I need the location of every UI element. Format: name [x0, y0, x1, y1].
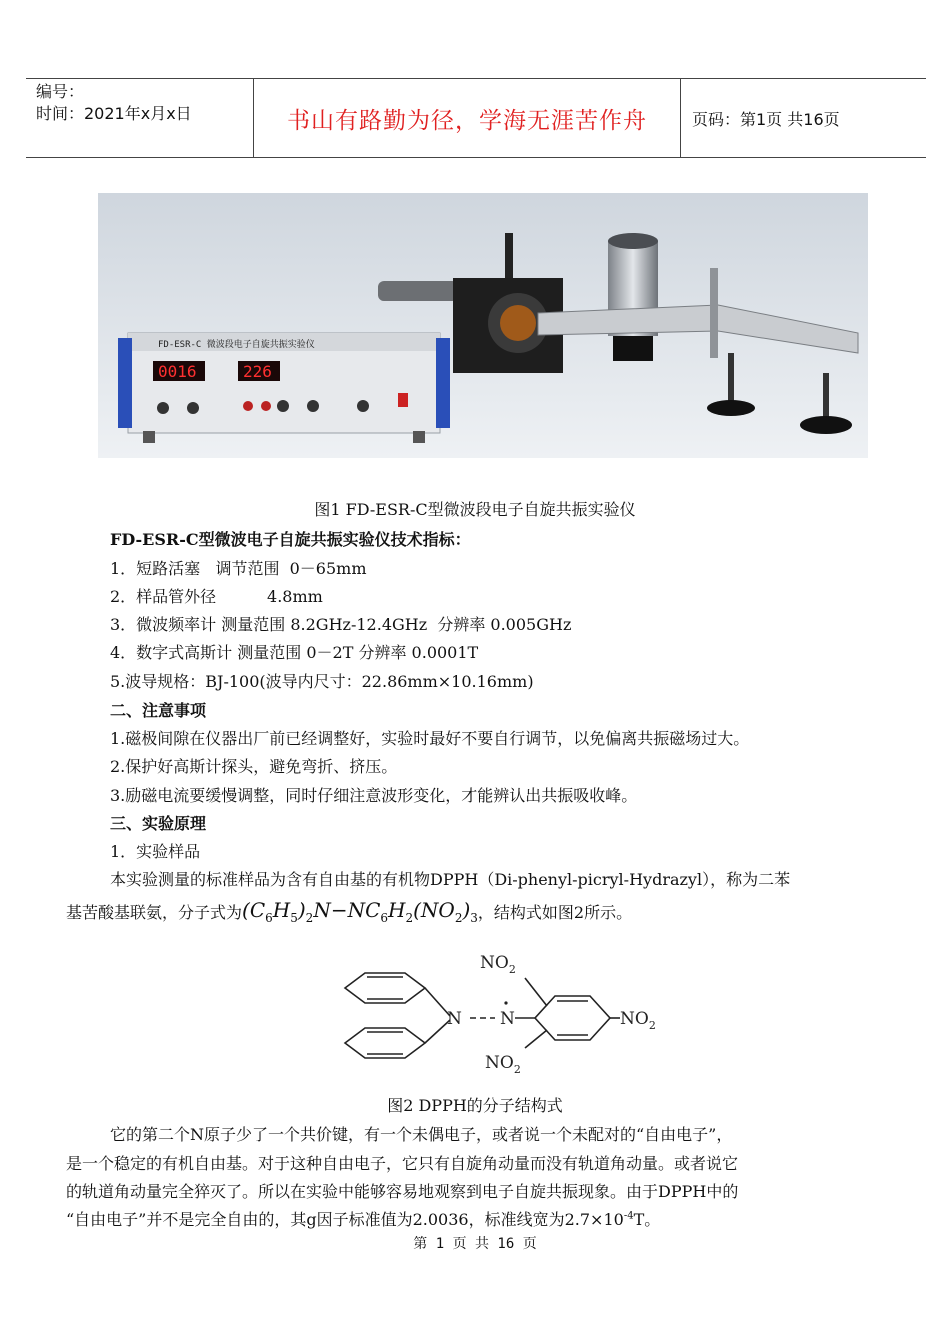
- figure1-caption: 图1 FD-ESR-C型微波段电子自旋共振实验仪: [314, 500, 636, 519]
- para2-line4-text: “自由电子”并不是完全自由的，其g因子标准值为2.0036，标准线宽为2.7×10: [66, 1210, 624, 1229]
- spec-item-4: 4．数字式高斯计 测量范围 0－2T 分辨率 0.0001T: [110, 643, 479, 662]
- note-item-3: 3.励磁电流要缓慢调整，同时仔细注意波形变化，才能辨认出共振吸收峰。: [110, 786, 638, 805]
- freq-display: 0016: [158, 362, 197, 381]
- n2-label: N: [500, 1009, 515, 1029]
- radical-dot: [504, 1001, 507, 1004]
- code-label: 编号：: [36, 82, 85, 101]
- notes-title: 二、注意事项: [110, 701, 207, 720]
- para2-line3: 的轨道角动量完全猝灭了。所以在实验中能够容易地观察到电子自旋共振现象。由于DPPH中的: [66, 1182, 739, 1201]
- time-label: 时间：2021年x月x日: [36, 104, 192, 123]
- note-item-1: 1.磁极间隙在仪器出厂前已经调整好，实验时最好不要自行调节，以免偏离共振磁场过大。: [110, 729, 750, 748]
- page-header: [26, 78, 926, 158]
- header-page-label: 页码：第1页 共16页: [692, 109, 840, 129]
- principle-title: 三、实验原理: [110, 814, 207, 833]
- dpph-formula: $(C_6H_5)_2N-NC_6H_2(NO_2)_3$: [242, 898, 478, 925]
- principle-para1-line1: 本实验测量的标准样品为含有自由基的有机物DPPH（Di-phenyl-picryl-Hydrazyl），称为二苯: [110, 870, 791, 889]
- principle-sub1: 1．实验样品: [110, 842, 201, 861]
- instrument-photo: [98, 193, 868, 458]
- panel-title: FD-ESR-C 微波段电子自旋共振实验仪: [158, 340, 315, 350]
- specs-title: FD-ESR-C型微波电子自旋共振实验仪技术指标：: [110, 530, 471, 549]
- para1-line2-start: 基苦酸基联氨，分子式为: [66, 903, 243, 922]
- note-item-2: 2.保护好高斯计探头，避免弯折、挤压。: [110, 757, 398, 776]
- header-info-cell: [26, 79, 254, 157]
- no2-top-label: $NO_2$: [480, 953, 516, 976]
- para2-exponent: -4: [623, 1210, 634, 1222]
- instrument-photo-svg: [98, 193, 868, 458]
- dpph-structure-svg: [335, 948, 665, 1076]
- spec-item-3: 3．微波频率计 测量范围 8.2GHz-12.4GHz 分辨率 0.005GHz: [110, 615, 572, 634]
- para1-line2-end: ，结构式如图2所示。: [477, 903, 633, 922]
- principle-para1-line2: [66, 898, 632, 925]
- no2-bottom-label: $NO_2$: [485, 1053, 521, 1076]
- header-motto: 书山有路勤为径，学海无涯苦作舟: [254, 79, 681, 157]
- page-footer: 第 1 页 共 16 页: [413, 1236, 537, 1252]
- para2-line4: [66, 1207, 660, 1230]
- para2-line4-tail: T。: [633, 1210, 661, 1229]
- spec-item-5: 5.波导规格：BJ-100(波导内尺寸：22.86mm×10.16mm): [110, 672, 534, 691]
- para2-line1: 它的第二个N原子少了一个共价键，有一个未偶电子，或者说一个未配对的“自由电子”，: [110, 1125, 733, 1144]
- spec-item-2: 2．样品管外径 4.8mm: [110, 587, 323, 606]
- n1-label: N: [447, 1009, 462, 1029]
- spec-item-1: 1．短路活塞 调节范围 0－65mm: [110, 559, 367, 578]
- no2-right-label: $NO_2$: [620, 1009, 656, 1032]
- field-display: 226: [243, 362, 272, 381]
- dpph-structure-diagram: [335, 948, 665, 1076]
- figure2-caption: 图2 DPPH的分子结构式: [387, 1096, 563, 1115]
- para2-line2: 是一个稳定的有机自由基。对于这种自由电子，它只有自旋角动量而没有轨道角动量。或者说它: [66, 1154, 739, 1173]
